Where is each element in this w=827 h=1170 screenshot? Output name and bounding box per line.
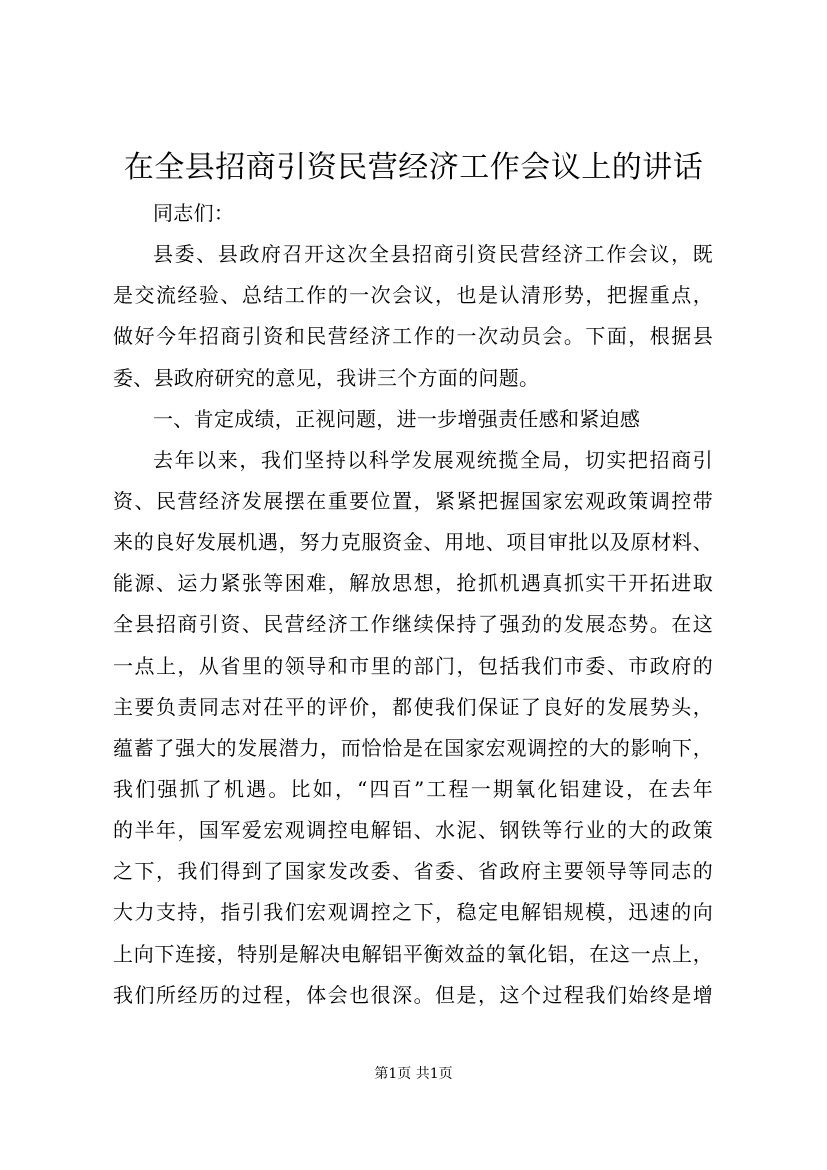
text-line: 全县招商引资、民营经济工作继续保持了强劲的发展态势。在这: [113, 612, 713, 637]
text-line: 之下，我们得到了国家发改委、省委、省政府主要领导等同志的: [113, 859, 713, 884]
text-line: 大力支持，指引我们宏观调控之下，稳定电解铝规模，迅速的向: [113, 900, 713, 925]
text-line: 是交流经验、总结工作的一次会议，也是认清形势，把握重点，: [113, 283, 713, 308]
text-line: 同志们：: [153, 201, 235, 225]
text-line: 我们强抓了机遇。比如，“四百”工程一期氧化铝建设，在去年: [113, 776, 713, 801]
text-line: 的半年，国军爱宏观调控电解铝、水泥、钢铁等行业的大的政策: [113, 818, 713, 843]
text-line: 委、县政府研究的意见，我讲三个方面的问题。: [113, 365, 540, 390]
text-line: 主要负责同志对茌平的评价，都使我们保证了良好的发展势头，: [113, 694, 713, 719]
text-line: 蕴蓄了强大的发展潜力，而恰恰是在国家宏观调控的大的影响下，: [113, 735, 713, 760]
document-title: 在全县招商引资民营经济工作会议上的讲话: [123, 150, 704, 185]
text-line: 做好今年招商引资和民营经济工作的一次动员会。下面，根据县: [113, 324, 713, 349]
text-line: 去年以来，我们坚持以科学发展观统揽全局，切实把招商引: [153, 447, 713, 472]
text-line: 县委、县政府召开这次全县招商引资民营经济工作会议，既: [153, 242, 713, 267]
text-line: 来的良好发展机遇，努力克服资金、用地、项目审批以及原材料、: [113, 530, 713, 555]
text-line: 一点上，从省里的领导和市里的部门，包括我们市委、市政府的: [113, 653, 713, 678]
page-footer: 第1页 共1页: [374, 1066, 453, 1082]
text-line: 资、民营经济发展摆在重要位置，紧紧把握国家宏观政策调控带: [113, 488, 713, 513]
document-body: [113, 193, 713, 1016]
text-line: 一、肯定成绩，正视问题，进一步增强责任感和紧迫感: [153, 406, 641, 431]
text-line: 我们所经历的过程，体会也很深。但是，这个过程我们始终是增: [113, 982, 713, 1007]
text-line: 上向下连接，特别是解决电解铝平衡效益的氧化铝，在这一点上，: [113, 941, 713, 966]
text-line: 能源、运力紧张等困难，解放思想，抢抓机遇真抓实干开拓进取: [113, 571, 713, 596]
